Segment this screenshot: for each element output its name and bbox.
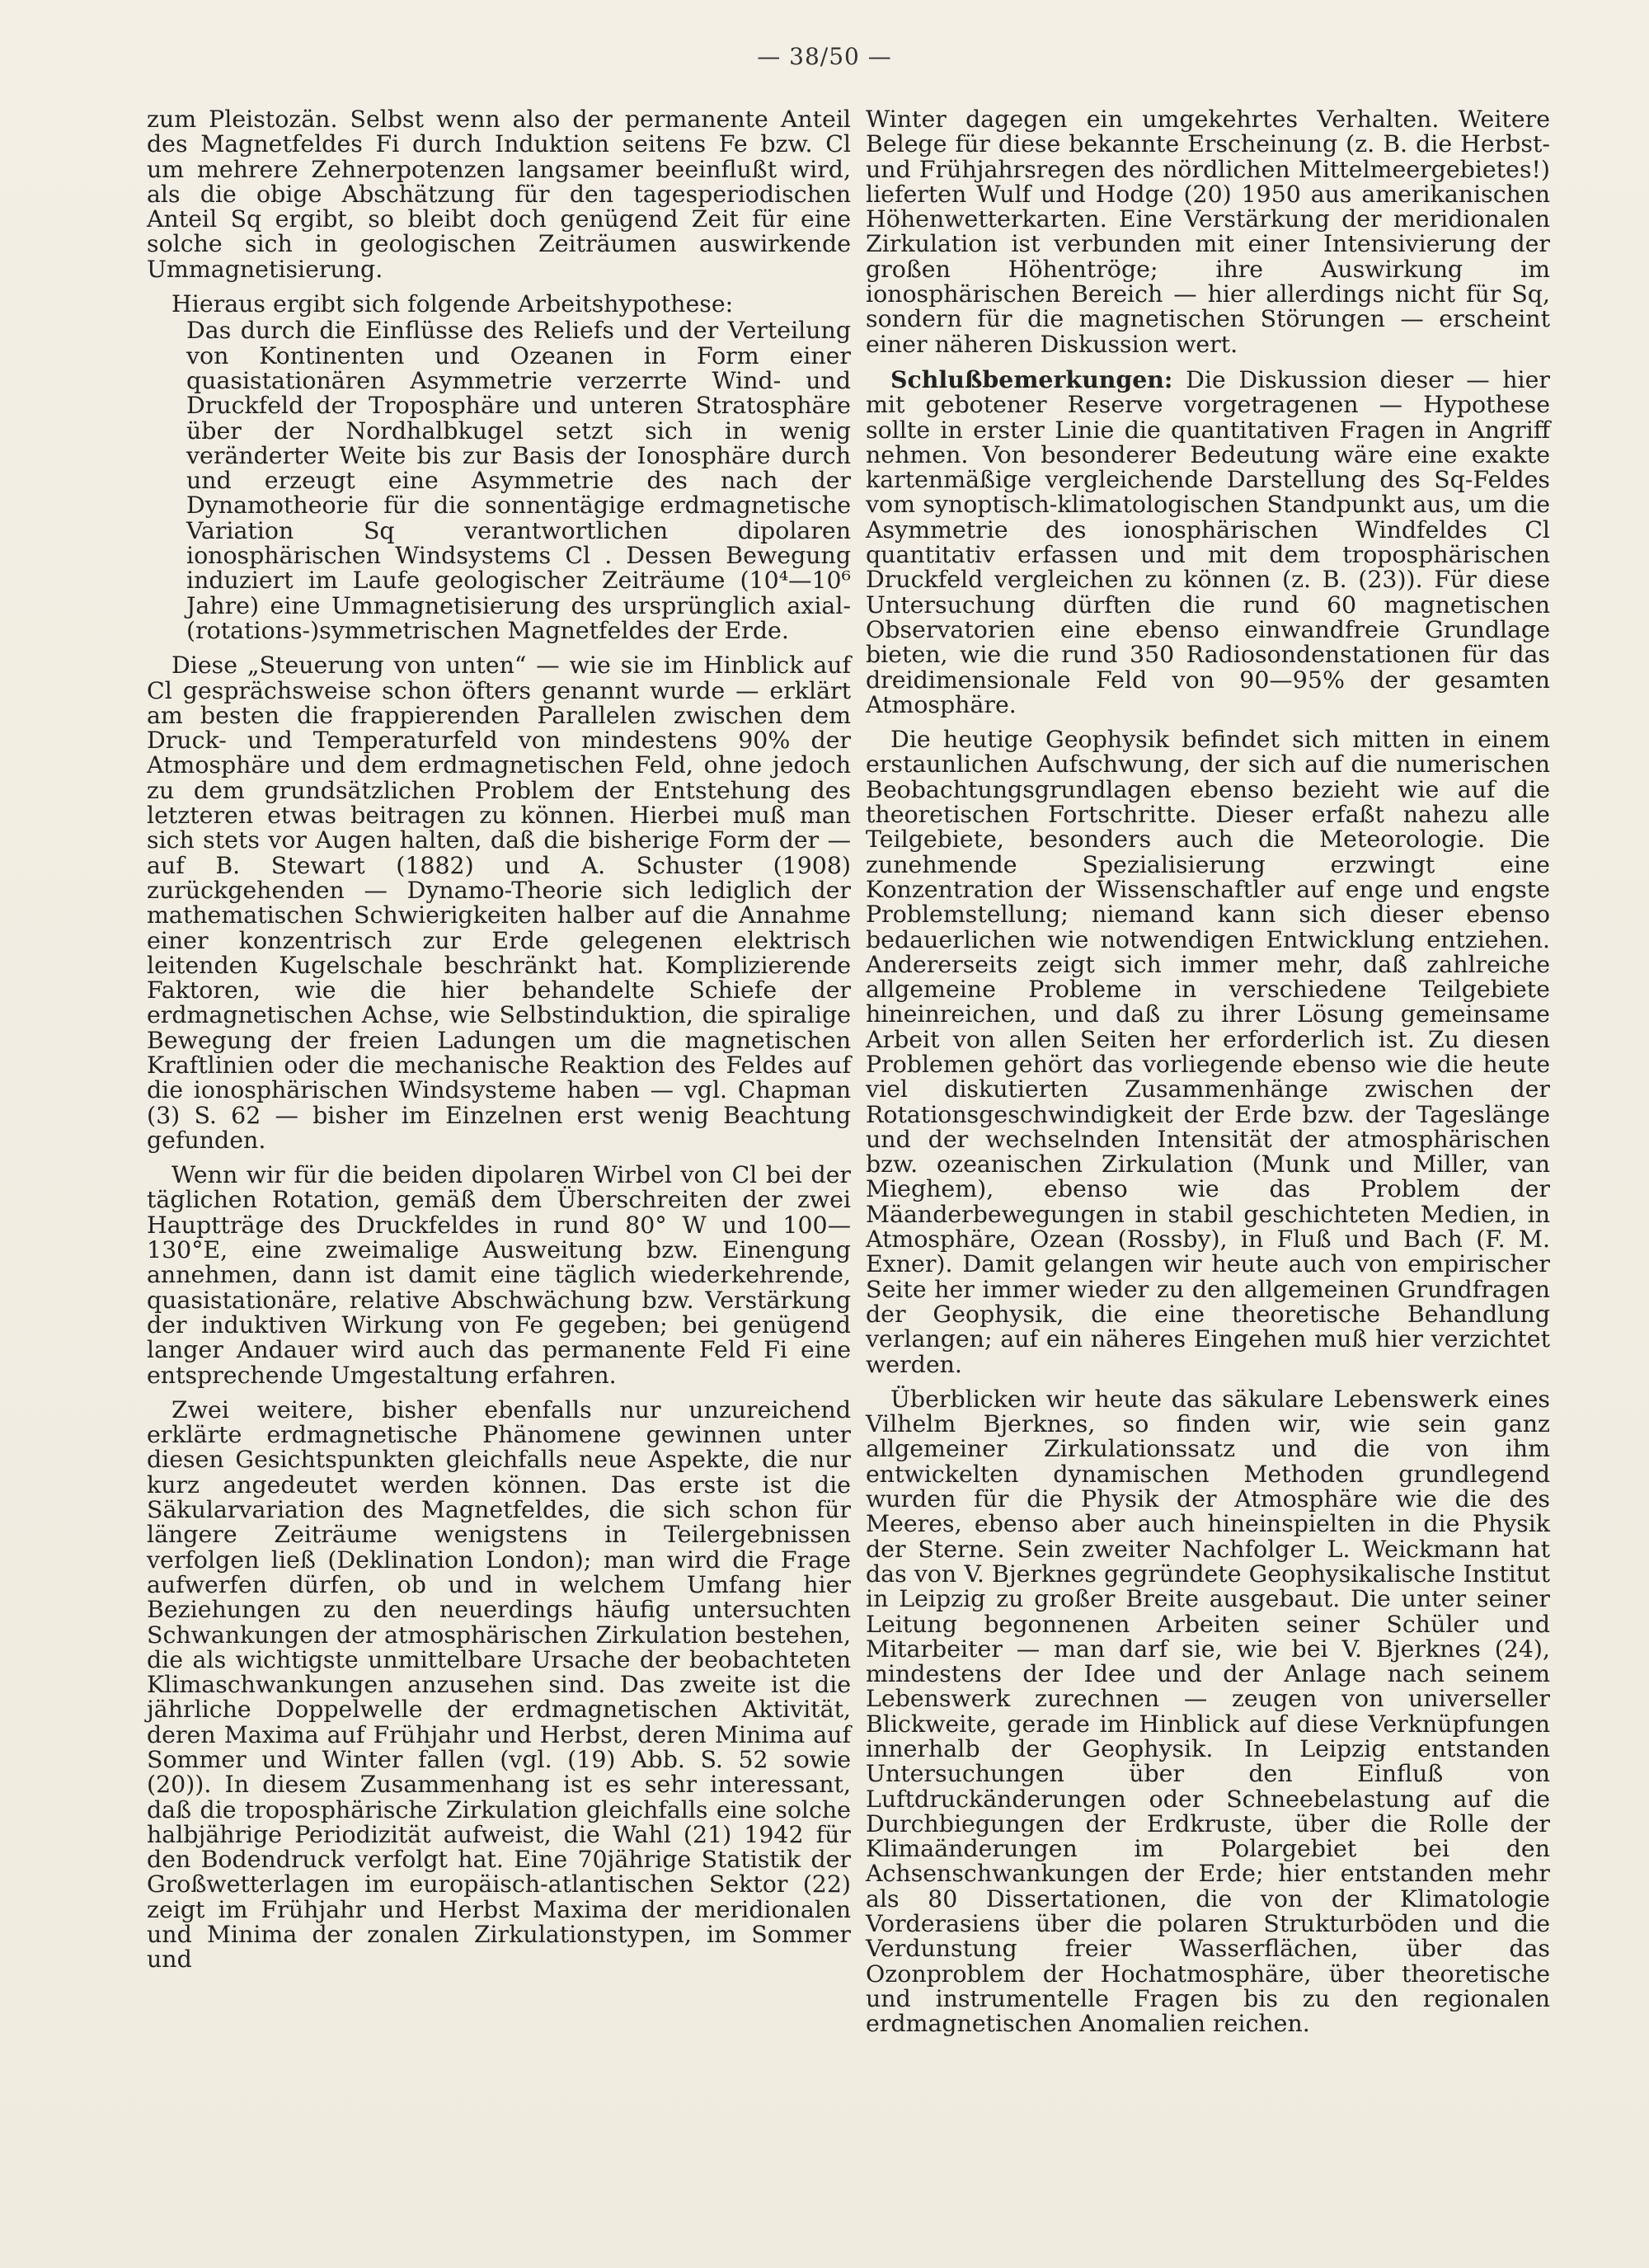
left-column (147, 107, 851, 1983)
paragraph: zum Pleistozän. Selbst wenn also der permanente Anteil des Magnetfeldes Fi durch Induktion seitens Fe bzw. Cl um mehrere Zehnerpotenzen langsamer beeinflußt wird, als die obige Abschätzung für den tagesperiodischen Anteil Sq ergibt, so bleibt doch genügend Zeit für eine solche sich in geologischen Zeiträumen auswirkende Ummagnetisierung. (147, 106, 851, 283)
paragraph: Wenn wir für die beiden dipolaren Wirbel von Cl bei der täglichen Rotation, gemäß dem Überschreiten der zwei Hauptträge des Druckfeldes in rund 80° W und 100—130°E, eine zweimalige Ausweitung bzw. Einengung annehmen, dann ist damit eine täglich wiederkehrende, quasistationäre, relative Abschwächung bzw. Verstärkung der induktiven Wirkung von Fe gegeben; bei genügend langer Andauer wird auch das permanente Feld Fi eine entsprechende Umgestaltung erfahren. (147, 1161, 851, 1389)
right-column (866, 107, 1550, 2047)
paragraph: Überblicken wir heute das säkulare Lebenswerk eines Vilhelm Bjerknes, so finden wir, wie sein ganz allgemeiner Zirkulationssatz und die von ihm entwickelten dynamischen Methoden grundlegend wurden für die Physik der Atmosphäre wie die des Meeres, ebenso aber auch hineinspielten in die Physik der Sterne. Sein zweiter Nachfolger L. Weickmann hat das von V. Bjerknes gegründete Geophysikalische Institut in Leipzig zu großer Breite ausgebaut. Die unter seiner Leitung begonnenen Arbeiten seiner Schüler und Mitarbeiter — man darf sie, wie bei V. Bjerknes (24), mindestens der Idee und der Anlage nach seinem Lebenswerk zurechnen — zeugen von universeller Blickweite, gerade im Hinblick auf diese Verknüpfungen innerhalb der Geophysik. In Leipzig entstanden Untersuchungen über den Einfluß von Luftdruckänderungen oder Schneebelastung auf die Durchbiegungen der Erdkruste, über die Rolle der Klimaänderungen im Polargebiet bei den Achsenschwankungen der Erde; hier entstanden mehr als 80 Dissertationen, die von der Klimatologie Vorderasiens über die polaren Strukturböden und die Verdunstung freier Wasserflächen, über das Ozonproblem der Hochatmosphäre, über theoretische und instrumentelle Fragen bis zu den regionalen erdmagnetischen Anomalien reichen. (866, 1385, 1550, 2038)
closing-remarks-paragraph (866, 367, 1550, 718)
section-heading: Schlußbemerkungen: (890, 365, 1173, 393)
hypothesis-block: Das durch die Einflüsse des Reliefs und der Verteilung von Kontinenten und Ozeanen in Form einer quasistationären Asymmetrie verzerrte Wind- und Druckfeld der Troposphäre und unteren Stratosphäre über der Nordhalbkugel setzt sich in wenig veränderter Weite bis zur Basis der Ionosphäre durch und erzeugt eine Asymmetrie des nach der Dynamotheorie für die sonnentägige erdmagnetische Variation Sq verantwortlichen dipolaren ionosphärischen Windsystems Cl . Dessen Bewegung induziert im Laufe geologischer Zeiträume (10⁴—10⁶ Jahre) eine Ummagnetisierung des ursprünglich axial-(rotations-)symmetrischen Magnetfeldes der Erde. (186, 317, 851, 644)
paragraph: Die heutige Geophysik befindet sich mitten in einem erstaunlichen Aufschwung, der sich auf die numerischen Beobachtungsgrundlagen ebenso bezieht wie auf die theoretischen Fortschritte. Dieser erfaßt nahezu alle Teilgebiete, besonders auch die Meteorologie. Die zunehmende Spezialisierung erzwingt eine Konzentration der Wissenschaftler auf enge und engste Problemstellung; niemand kann sich dieser ebenso bedauerlichen wie notwendigen Entwicklung entziehen. Andererseits zeigt sich immer mehr, daß zahlreiche allgemeine Probleme in verschiedene Teilgebiete hineinreichen, und daß zu ihrer Lösung gemeinsame Arbeit von allen Seiten her erforderlich ist. Zu diesen Problemen gehört das vorliegende ebenso wie die heute viel diskutierten Zusammenhänge zwischen der Rotationsgeschwindigkeit der Erde bzw. der Tageslänge und der wechselnden Intensität der atmosphärischen bzw. ozeanischen Zirkulation (Munk und Miller, van Mieghem), ebenso wie das Problem der Mäanderbewegungen in stabil geschichteten Medien, in Atmosphäre, Ozean (Rossby), in Fluß und Bach (F. M. Exner). Damit gelangen wir heute auch von empirischer Seite her immer wieder zu den allgemeinen Grundfragen der Geophysik, die eine theoretische Behandlung verlangen; auf ein näheres Eingehen muß hier verzichtet werden. (866, 726, 1550, 1378)
paragraph: Zwei weitere, bisher ebenfalls nur unzureichend erklärte erdmagnetische Phänomene gewinnen unter diesen Gesichtspunkten gleichfalls neue Aspekte, die nur kurz angedeutet werden können. Das erste ist die Säkularvariation des Magnetfeldes, die sich schon für längere Zeiträume wenigstens in Teilergebnissen verfolgen ließ (Deklination London); man wird die Frage aufwerfen dürfen, ob und in welchem Umfang hier Beziehungen zu den neuerdings häufig untersuchten Schwankungen der atmosphärischen Zirkulation bestehen, die als wichtigste unmittelbare Ursache der beobachteten Klimaschwankungen anzusehen sind. Das zweite ist die jährliche Doppelwelle der erdmagnetischen Aktivität, deren Maxima auf Frühjahr und Herbst, deren Minima auf Sommer und Winter fallen (vgl. (19) Abb. S. 52 sowie (20)). In diesem Zusammenhang ist es sehr interessant, daß die troposphärische Zirkulation gleichfalls eine solche halbjährige Periodizität aufweist, die Wahl (21) 1942 für den Bodendruck verfolgt hat. Eine 70jährige Statistik der Großwetterlagen im europäisch-atlantischen Sektor (22) zeigt im Frühjahr und Herbst Maxima der meridionalen und Minima der zonalen Zirkulationstypen, im Sommer und (147, 1395, 851, 1974)
paragraph: Diese „Steuerung von unten“ — wie sie im Hinblick auf Cl gesprächsweise schon öfters genannt wurde — erklärt am besten die frappierenden Parallelen zwischen dem Druck- und Temperaturfeld von mindestens 90% der Atmosphäre und dem erdmagnetischen Feld, ohne jedoch zu dem grundsätzlichen Problem der Entstehung des letzteren etwas beitragen zu können. Hierbei muß man sich stets vor Augen halten, daß die bisherige Form der — auf B. Stewart (1882) und A. Schuster (1908) zurückgehenden — Dynamo-Theorie sich lediglich der mathematischen Schwierigkeiten halber auf die Annahme einer konzentrisch zur Erde gelegenen elektrisch leitenden Kugelschale beschränkt hat. Komplizierende Faktoren, wie die hier behandelte Schiefe der erdmagnetischen Achse, wie Selbstinduktion, die spiralige Bewegung der freien Ladungen um die magnetischen Kraftlinien oder die mechanische Reaktion des Feldes auf die ionosphärischen Windsysteme haben — vgl. Chapman (3) S. 62 — bisher im Einzelnen erst wenig Beachtung gefunden. (147, 652, 851, 1154)
paragraph: Hieraus ergibt sich folgende Arbeitshypothese: (171, 290, 734, 318)
paragraph: Winter dagegen ein umgekehrtes Verhalten. Weitere Belege für diese bekannte Erscheinung (z. B. die Herbst- und Frühjahrsregen des nördlichen Mittelmeergebietes!) lieferten Wulf und Hodge (20) 1950 aus amerikanischen Höhenwetterkarten. Eine Verstärkung der meridionalen Zirkulation ist verbunden mit einer Intensivierung der großen Höhentröge; ihre Auswirkung im ionosphärischen Bereich — hier allerdings nicht für Sq, sondern für die magnetischen Störungen — erscheint einer näheren Diskussion wert. (866, 106, 1550, 358)
paragraph-text: Die Diskussion dieser — hier mit gebotener Reserve vorgetragenen — Hypothese sollte in erster Linie die quantitativen Fragen in Angriff nehmen. Von besonderer Bedeutung wäre eine exakte kartenmäßige vergleichende Darstellung des Sq-Feldes vom synoptisch-klimatologischen Standpunkt aus, um die Asymmetrie des ionosphärischen Windfeldes Cl quantitativ erfassen und mit dem troposphärischen Druckfeld vergleichen zu können (z. B. (23)). Für diese Untersuchung dürften die rund 60 magnetischen Observatorien eine ebenso einwandfreie Grundlage bieten, wie die rund 350 Radiosondenstationen für das dreidimensionale Feld von 90—95% der gesamten Atmosphäre. (866, 365, 1550, 718)
page-number: — 38/50 — (757, 43, 892, 70)
